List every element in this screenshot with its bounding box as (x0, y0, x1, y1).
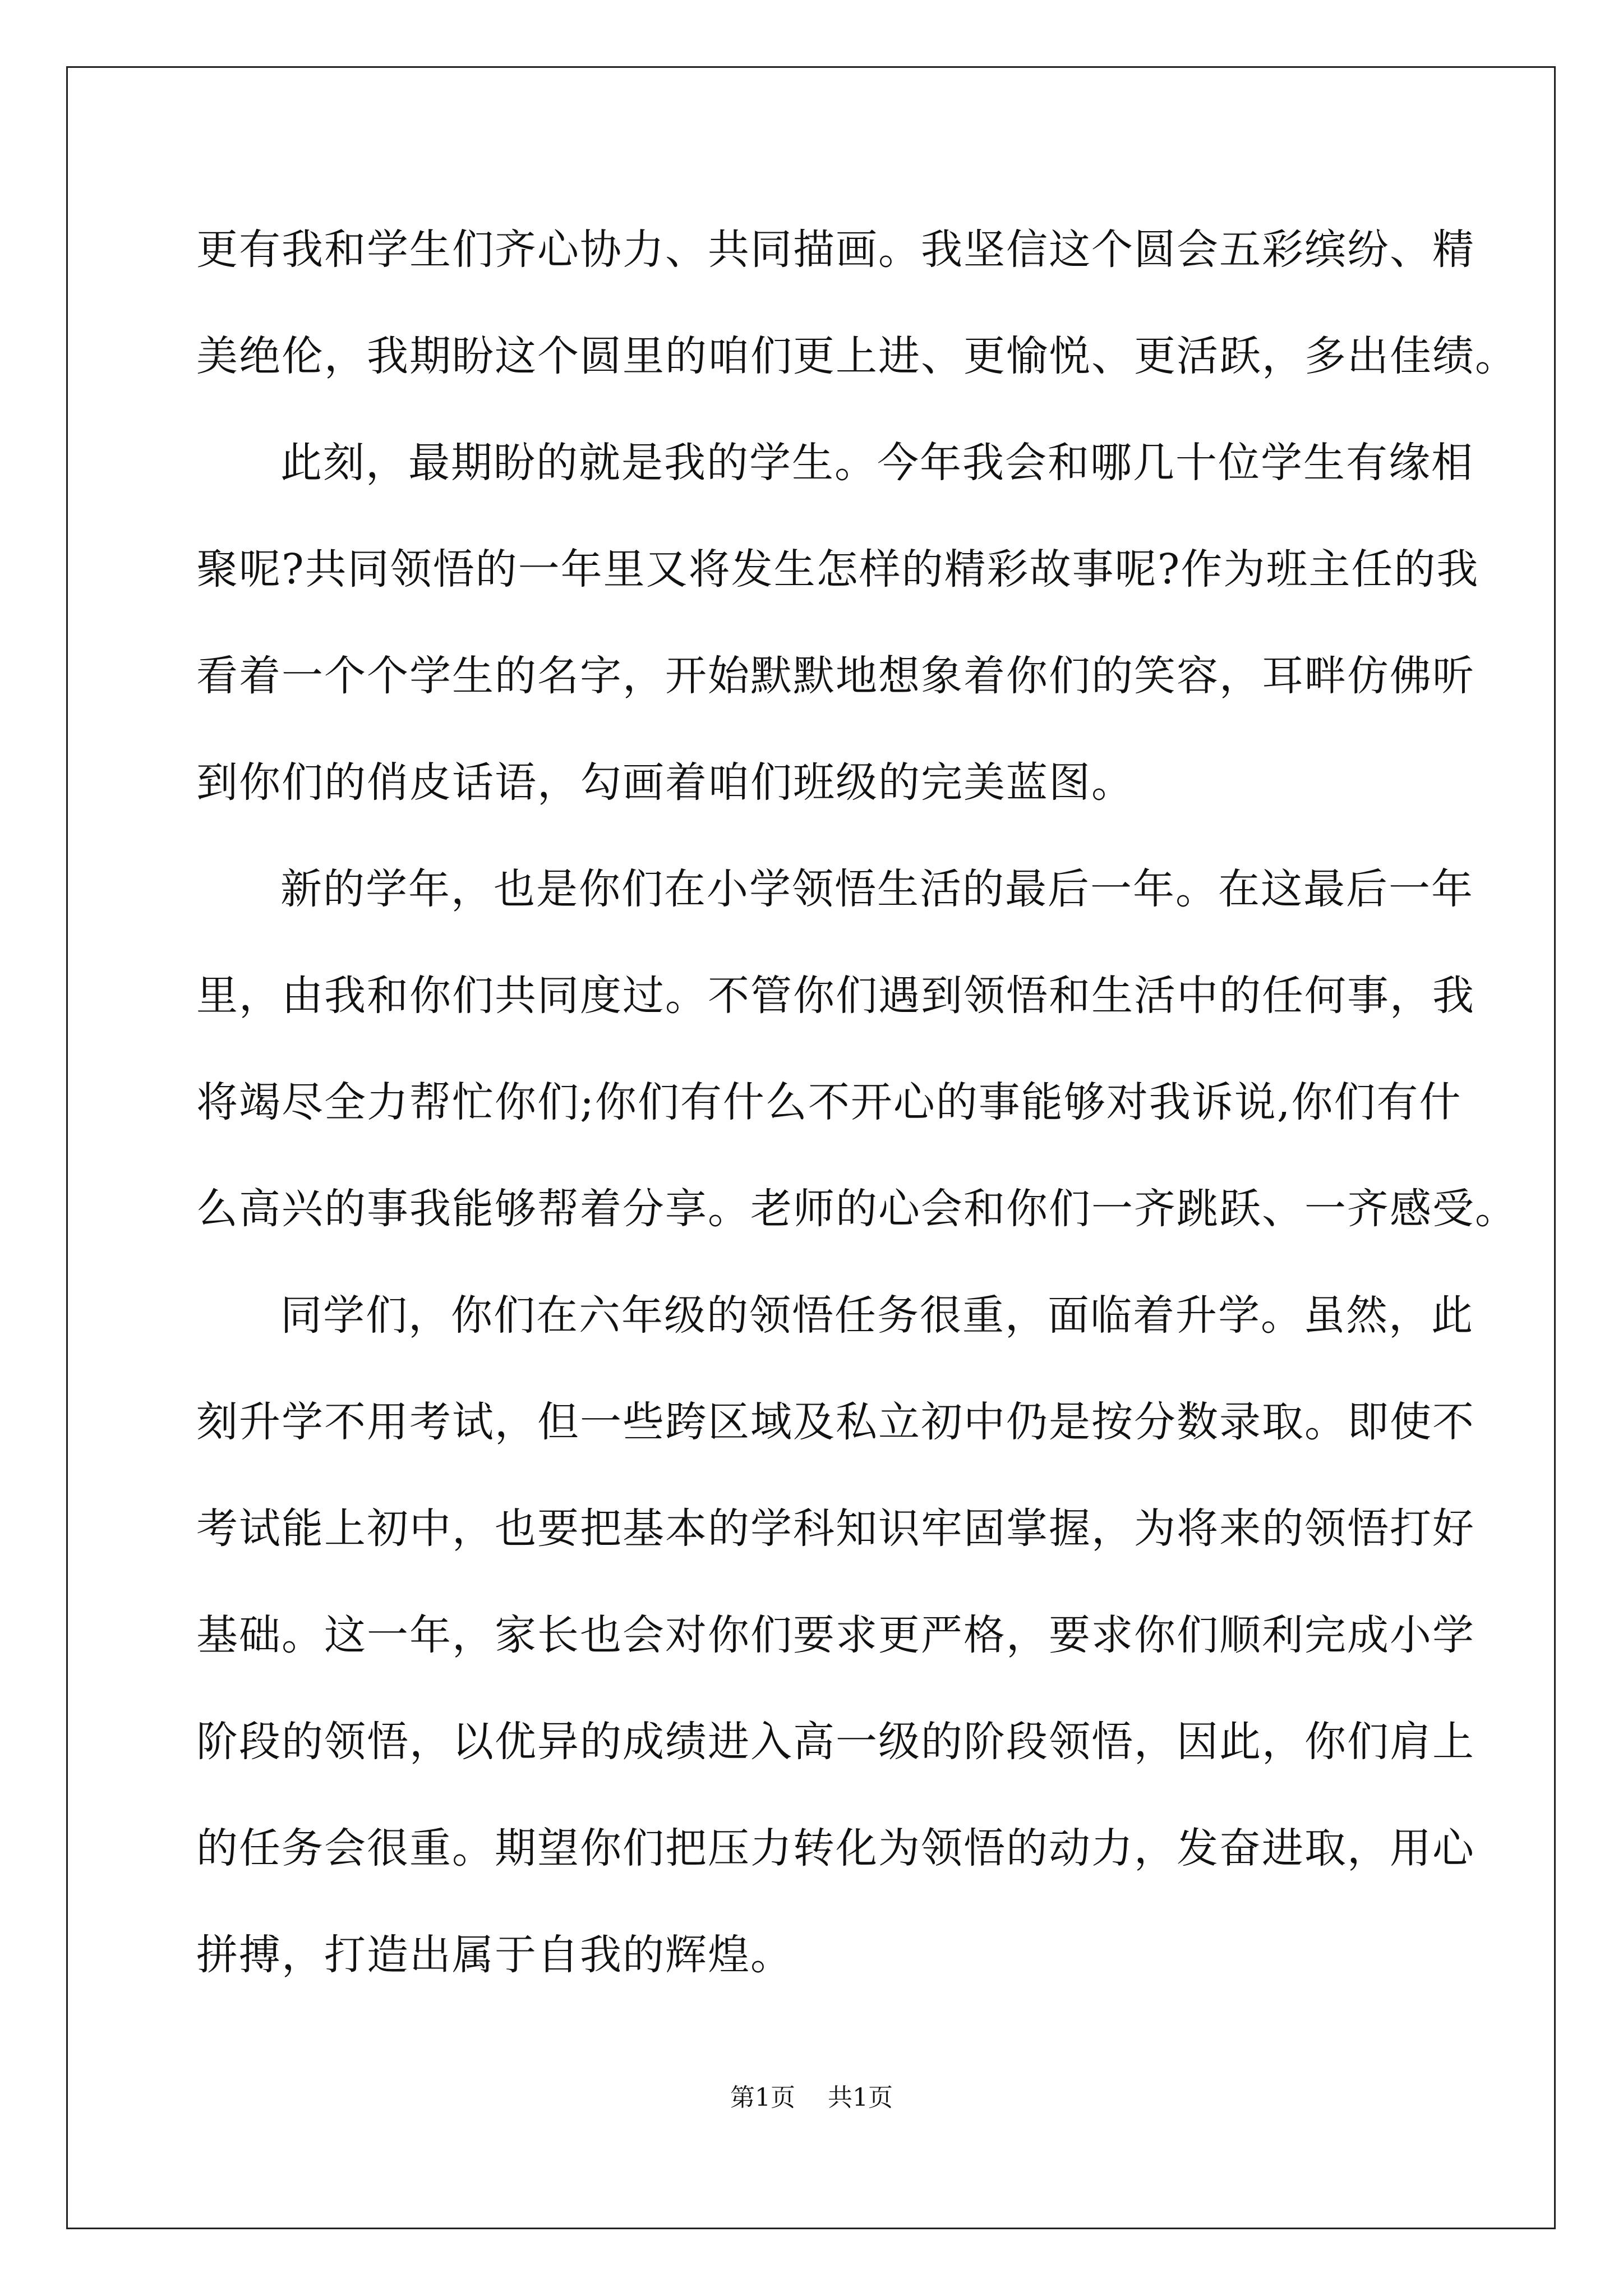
page-number: 第1页 (730, 2083, 795, 2112)
text-line: 聚呢?共同领悟的一年里又将发生怎样的精彩故事呢?作为班主任的我 (196, 545, 1479, 593)
text-line: 美绝伦，我期盼这个圆里的咱们更上进、更愉悦、更活跃，多出佳绩。 (196, 332, 1518, 380)
text-line: 基础。这一年，家长也会对你们要求更严格，要求你们顺利完成小学 (196, 1611, 1475, 1659)
text-line: 的任务会很重。期望你们把压力转化为领悟的动力，发奋进取，用心 (196, 1824, 1475, 1872)
text-line: 到你们的俏皮话语，勾画着咱们班级的完美蓝图。 (196, 758, 1134, 807)
text-line: 阶段的领悟，以优异的成绩进入高一级的阶段领悟，因此，你们肩上 (196, 1718, 1475, 1766)
paragraph-start-line: 新的学年，也是你们在小学领悟生活的最后一年。在这最后一年 (280, 865, 1474, 913)
document-body (196, 216, 1518, 2028)
text-line: 考试能上初中，也要把基本的学科知识牢固掌握，为将来的领悟打好 (196, 1504, 1475, 1553)
text-line: 更有我和学生们齐心协力、共同描画。我坚信这个圆会五彩缤纷、精 (196, 226, 1475, 274)
text-line: 拼搏，打造出属于自我的辉煌。 (196, 1931, 793, 1979)
text-line: 看着一个个学生的名字，开始默默地想象着你们的笑容，耳畔仿佛听 (196, 652, 1475, 700)
paragraph-start-line: 同学们，你们在六年级的领悟任务很重，面临着升学。虽然，此 (280, 1291, 1474, 1340)
text-line: 里，由我和你们共同度过。不管你们遇到领悟和生活中的任何事，我 (196, 972, 1475, 1020)
text-line: 刻升学不用考试，但一些跨区域及私立初中仍是按分数录取。即使不 (196, 1398, 1475, 1446)
text-line: 将竭尽全力帮忙你们;你们有什么不开心的事能够对我诉说,你们有什 (196, 1078, 1462, 1126)
page-total: 共1页 (828, 2083, 893, 2112)
paragraph-start-line: 此刻，最期盼的就是我的学生。今年我会和哪几十位学生有缘相 (280, 439, 1474, 487)
page-footer (0, 2081, 1623, 2115)
text-line: 么高兴的事我能够帮着分享。老师的心会和你们一齐跳跃、一齐感受。 (196, 1185, 1518, 1233)
